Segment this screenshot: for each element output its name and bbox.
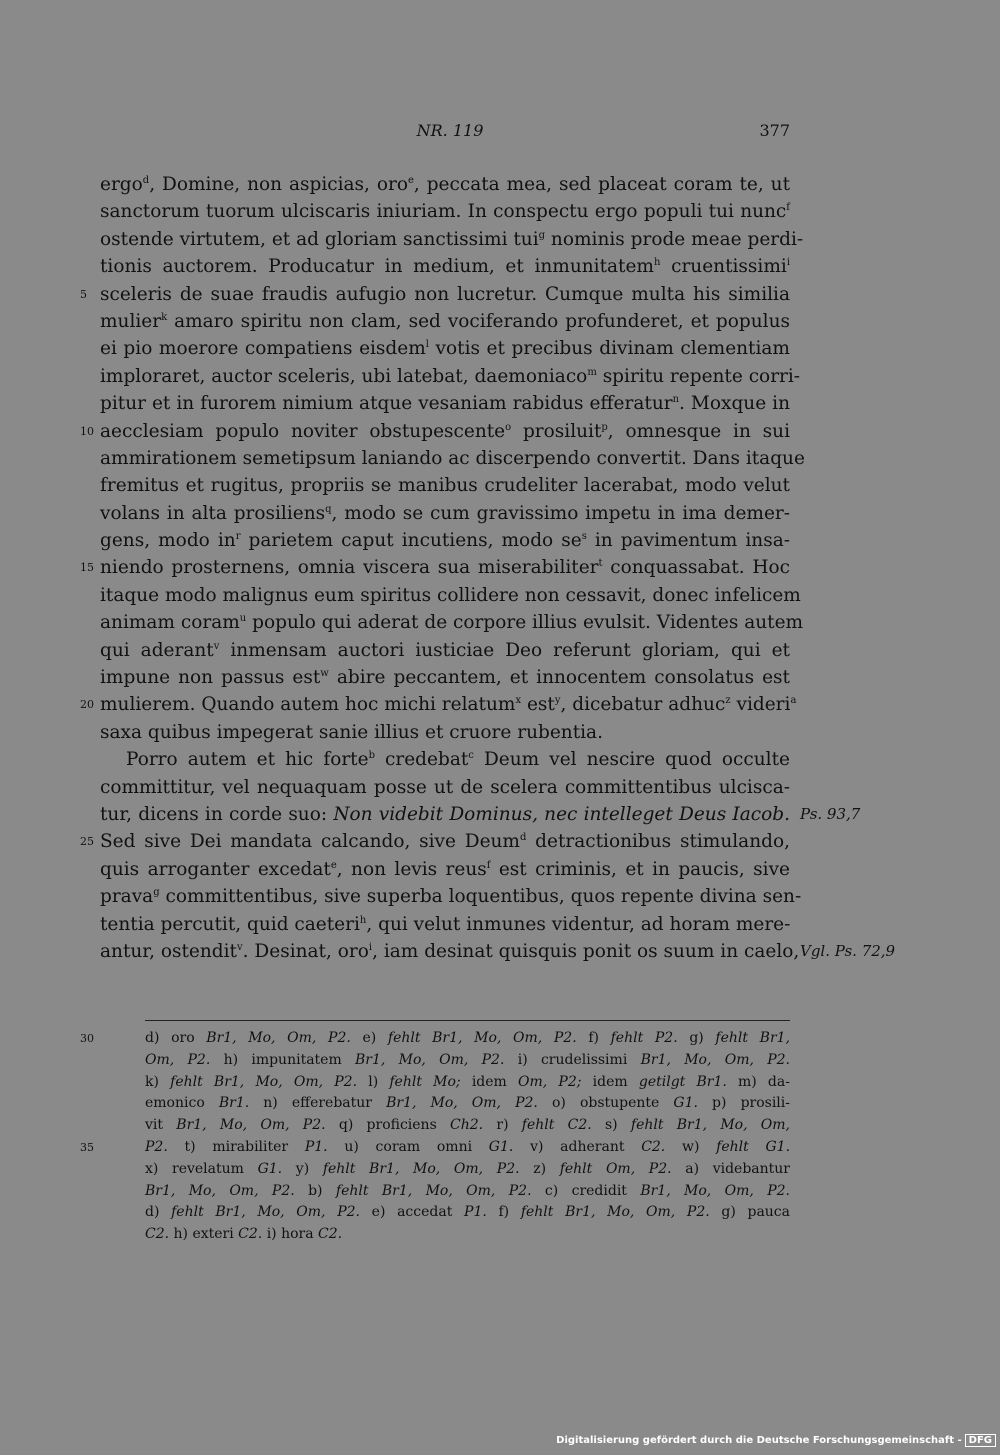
text-line: aecclesiam populo noviter obstupescente$^o$ prosiluit$^p$, omnesque in sui 10 bbox=[100, 418, 790, 445]
text-line: ergo$^d$, Domine, non aspicias, oro$^e$, peccata mea, sed placeat coram te, ut bbox=[100, 174, 791, 195]
footnote-line: x) revelatum G1. y) fehlt Br1, Mo, Om, P2. z) fehlt Om, P2. a) videbantur bbox=[145, 1160, 790, 1177]
footnote-line: d) fehlt Br1, Mo, Om, P2. e) accedat P1. f) fehlt Br1, Mo, Om, P2. g) pauca bbox=[145, 1204, 790, 1221]
line-number: 15 bbox=[80, 561, 94, 575]
line-number: 5 bbox=[80, 287, 87, 301]
main-text bbox=[80, 171, 896, 965]
text-line: ammirationem semetipsum laniando ac discerpendo convertit. Dans itaque bbox=[100, 447, 805, 469]
text-line: Sed sive Dei mandata calcando, sive Deum$^d$ detractionibus stimulando, 25 bbox=[100, 828, 790, 855]
margin-reference: Ps. 93,7 bbox=[800, 804, 861, 823]
text-line: ostende virtutem, et ad gloriam sanctissimi tui$^g$ nominis prode meae perdi- bbox=[100, 228, 804, 250]
line-number: 25 bbox=[80, 835, 94, 849]
text-line: tur, dicens in corde suo: Non videbit Dominus, nec intelleget Deus Iacob. Ps. 93,7 bbox=[100, 801, 790, 828]
text-line: tionis auctorem. Producatur in medium, et inmunitatem$^h$ cruentissimi$^i$ bbox=[100, 256, 791, 278]
dfg-logo: DFG bbox=[965, 1434, 996, 1447]
margin-reference: Vgl. Ps. 72,9 bbox=[800, 941, 896, 960]
funding-footer bbox=[556, 1434, 996, 1447]
text-line: prava$^g$ committentibus, sive superba loquentibus, quos repente divina sen- bbox=[100, 886, 802, 908]
line-number: 30 bbox=[80, 1032, 94, 1045]
footnote-line: Om, P2. h) impunitatem Br1, Mo, Om, P2. i) crudelissimi Br1, Mo, Om, P2. bbox=[145, 1051, 790, 1068]
text-line: quis arroganter excedat$^e$, non levis reus$^f$ est criminis, et in paucis, sive bbox=[100, 858, 790, 880]
page-header bbox=[0, 121, 1000, 141]
footnote-line: k) fehlt Br1, Mo, Om, P2. l) fehlt Mo; idem Om, P2; idem getilgt Br1. m) da- bbox=[145, 1073, 790, 1090]
text-line: qui aderant$^v$ inmensam auctori iusticiae Deo referunt gloriam, qui et bbox=[100, 639, 790, 661]
text-line: tentia percutit, quid caeteri$^h$, qui velut inmunes videntur, ad horam mere- bbox=[100, 913, 791, 935]
text-line: animam coram$^u$ populo qui aderat de corpore illius evulsit. Videntes autem bbox=[100, 612, 804, 634]
line-number: 35 bbox=[80, 1140, 94, 1154]
text-line: antur, ostendit$^v$. Desinat, oro$^i$, iam desinat quisquis ponit os suum in caelo, Vgl. Ps. 72,9 bbox=[100, 938, 790, 965]
text-line: volans in alta prosiliens$^q$, modo se cum gravissimo impetu in ima demer- bbox=[100, 502, 790, 524]
footnote-line: d) oro Br1, Mo, Om, P2. e) fehlt Br1, Mo, Om, P2. f) fehlt P2. g) fehlt Br1, 30 bbox=[145, 1028, 790, 1050]
line-number: 20 bbox=[80, 698, 94, 712]
text-line: pitur et in furorem nimium atque vesaniam rabidus efferatur$^n$. Moxque in bbox=[100, 393, 790, 415]
text-line: itaque modo malignus eum spiritus collidere non cessavit, donec infelicem bbox=[100, 584, 801, 606]
funding-text: Digitalisierung gefördert durch die Deutsche Forschungsgemeinschaft - bbox=[556, 1435, 962, 1446]
footnote-line: Br1, Mo, Om, P2. b) fehlt Br1, Mo, Om, P2. c) credidit Br1, Mo, Om, P2. bbox=[145, 1182, 791, 1199]
text-line: sanctorum tuorum ulciscaris iniuriam. In conspectu ergo populi tui nunc$^f$ bbox=[100, 201, 790, 223]
footnote-line: P2. t) mirabiliter P1. u) coram omni G1. v) adherant C2. w) fehlt G1. 35 bbox=[145, 1137, 790, 1159]
footnote-divider bbox=[145, 1020, 790, 1021]
text-line: gens, modo $in^r$ parietem caput incutiens, modo $se^s$ in pavimentum insa- bbox=[100, 530, 790, 552]
text-line: fremitus et rugitus, propriis se manibus crudeliter lacerabat, modo velut bbox=[100, 475, 790, 497]
footnote-line: emonico Br1. n) efferebatur Br1, Mo, Om, P2. o) obstupente G1. p) prosili- bbox=[145, 1095, 790, 1112]
text-line: saxa quibus impegerat sanie illius et cruore rubentia. bbox=[100, 721, 603, 743]
text-line: sceleris de suae fraudis aufugio non lucretur. Cumque multa his similia 5 bbox=[100, 281, 790, 308]
footnote-line: C2. h) exteri C2. i) hora C2. bbox=[145, 1226, 343, 1243]
text-line: mulierem. Quando autem hoc michi relatum$^x$ est$^y$, dicebatur adhuc$^z$ videri$^a$ 20 bbox=[100, 691, 790, 718]
text-line: mulier$^k$ amaro spiritu non clam, sed vociferando profunderet, et populus bbox=[100, 310, 790, 332]
text-line: imploraret, auctor sceleris, ubi latebat, daemoniaco$^m$ spiritu repente corri- bbox=[100, 365, 801, 387]
text-line: committitur, vel nequaquam posse ut de scelera committentibus ulcisca- bbox=[100, 776, 790, 798]
footnote-line: vit Br1, Mo, Om, P2. q) proficiens Ch2. r) fehlt C2. s) fehlt Br1, Mo, Om, bbox=[145, 1117, 791, 1134]
text-line: niendo prosternens, omnia viscera sua miserabiliter$^t$ conquassabat. Hoc 15 bbox=[100, 554, 790, 581]
page-number: 377 bbox=[759, 121, 790, 140]
running-title: NR. 119 bbox=[416, 121, 484, 140]
text-line: ei pio moerore compatiens eisdem$^l$ votis et precibus divinam clementiam bbox=[100, 338, 790, 360]
text-line: impune non passus est$^w$ abire peccantem, et innocentem consolatus est bbox=[100, 667, 790, 689]
apparatus-footnotes bbox=[80, 1028, 791, 1246]
text-line: Porro autem et hic forte$^b$ credebat$^c$ Deum vel nescire quod occulte bbox=[126, 749, 790, 771]
line-number: 10 bbox=[80, 424, 94, 438]
